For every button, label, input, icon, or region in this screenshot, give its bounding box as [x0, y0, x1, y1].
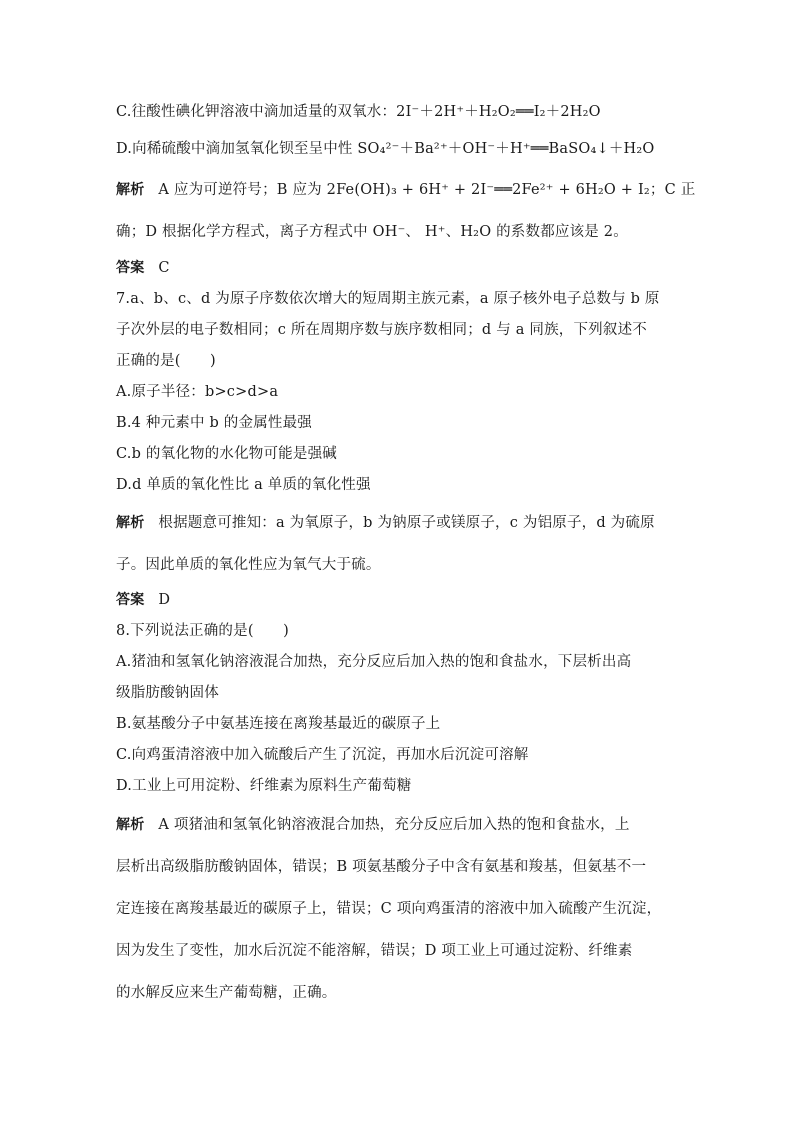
analysis-1-line-1: 解析 A 应为可逆符号；B 应为 2Fe(OH)₃ + 6H⁺ + 2I⁻══2Fe²⁺ + 6H₂O + I₂；C 正: [116, 182, 696, 198]
analysis-3-line-5: 的水解反应来生产葡萄糖，正确。: [116, 985, 337, 1001]
question-7-option-d: D.d 单质的氧化性比 a 单质的氧化性强: [116, 477, 371, 493]
answer-2-line: [116, 590, 170, 610]
analysis-2-line-2: 子。因此单质的氧化性应为氧气大于硫。: [116, 557, 381, 573]
analysis-3-line-3: 定连接在离羧基最近的碳原子上，错误；C 项向鸡蛋清的溶液中加入硫酸产生沉淀，: [116, 901, 662, 917]
answer-1-line: [116, 258, 170, 278]
option-d-line: D.向稀硫酸中滴加氢氧化钡至呈中性 SO₄²⁻＋Ba²⁺＋OH⁻＋H⁺══BaSO₄↓＋H₂O: [116, 141, 655, 157]
question-8-option-b: B.氨基酸分子中氨基连接在离羧基最近的碳原子上: [116, 716, 441, 732]
question-8-stem: 8.下列说法正确的是( ): [116, 623, 289, 639]
question-8-option-a-line-1: A.猪油和氢氧化钠溶液混合加热，充分反应后加入热的饱和食盐水，下层析出高: [116, 654, 632, 670]
question-7-option-b: B.4 种元素中 b 的金属性最强: [116, 415, 312, 431]
question-8-option-a-line-2: 级脂肪酸钠固体: [116, 685, 219, 701]
analysis-2-line-1: 解析 根据题意可推知：a 为氧原子，b 为钠原子或镁原子，c 为铝原子，d 为硫原: [116, 515, 655, 531]
analysis-3-line-1: 解析 A 项猪油和氢氧化钠溶液混合加热，充分反应后加入热的饱和食盐水，上: [116, 817, 630, 833]
analysis-label: 解析: [116, 515, 145, 531]
question-7-line-2: 子次外层的电子数相同；c 所在周期序数与族序数相同；d 与 a 同族，下列叙述不: [116, 322, 647, 338]
analysis-label: 解析: [116, 182, 145, 198]
analysis-3-line-4: 因为发生了变性，加水后沉淀不能溶解，错误；D 项工业上可通过淀粉、纤维素: [116, 943, 633, 959]
analysis-3-line-2: 层析出高级脂肪酸钠固体，错误；B 项氨基酸分子中含有氨基和羧基，但氨基不一: [116, 859, 647, 875]
question-8-option-c: C.向鸡蛋清溶液中加入硫酸后产生了沉淀，再加水后沉淀可溶解: [116, 747, 529, 763]
option-c-line: C.往酸性碘化钾溶液中滴加适量的双氧水：2I⁻＋2H⁺＋H₂O₂══I₂＋2H₂O: [116, 104, 601, 120]
answer-label: 答案: [116, 592, 145, 608]
analysis-label: 解析: [116, 817, 145, 833]
question-7-line-1: 7.a、b、c、d 为原子序数依次增大的短周期主族元素，a 原子核外电子总数与 b 原: [116, 291, 660, 307]
analysis-1-line-2: 确；D 根据化学方程式，离子方程式中 OH⁻、 H⁺、H₂O 的系数都应该是 2。: [116, 224, 628, 240]
question-7-line-3: 正确的是( ): [116, 353, 216, 369]
question-8-option-d: D.工业上可用淀粉、纤维素为原料生产葡萄糖: [116, 778, 412, 794]
question-7-option-a: A.原子半径：b>c>d>a: [116, 384, 279, 400]
question-7-option-c: C.b 的氧化物的水化物可能是强碱: [116, 446, 337, 462]
answer-value: D: [158, 592, 171, 608]
answer-label: 答案: [116, 260, 145, 276]
answer-value: C: [158, 260, 170, 276]
